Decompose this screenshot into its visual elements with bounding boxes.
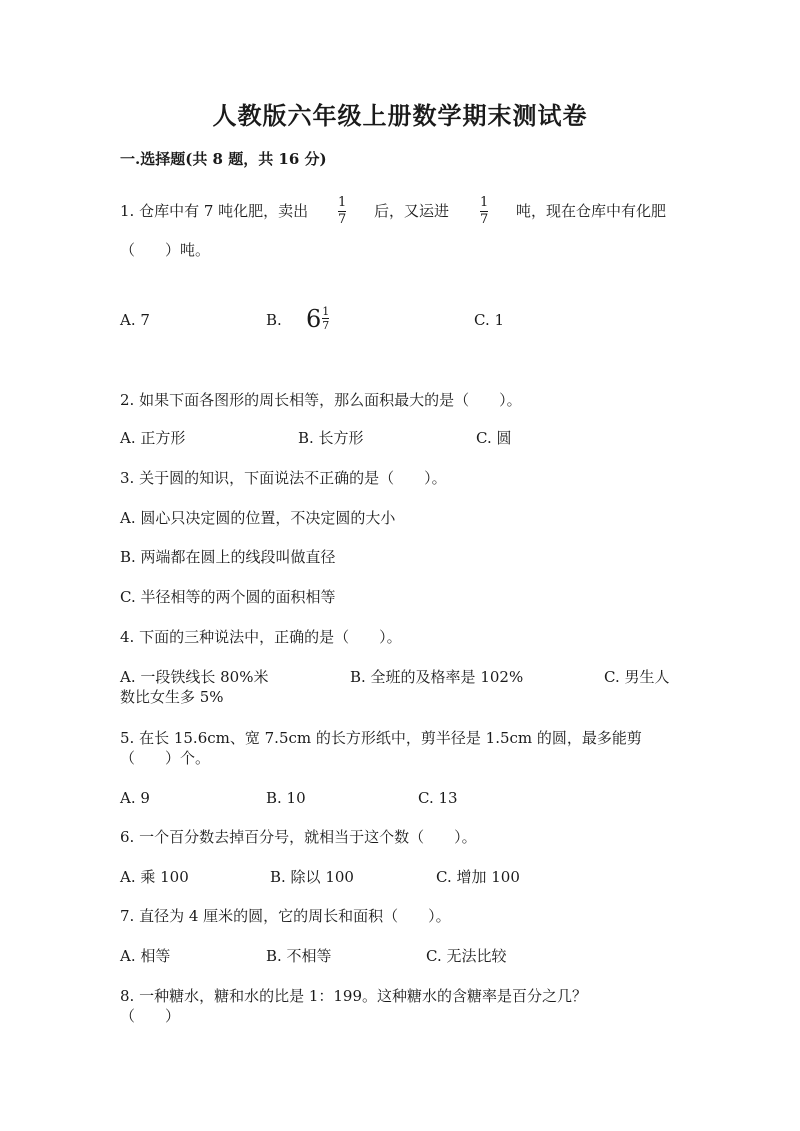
q5-option-b: B. 10 bbox=[266, 789, 306, 807]
q1-option-b-label: B. bbox=[266, 311, 282, 329]
q4-option-c-continued: 数比女生多 5% bbox=[120, 688, 224, 706]
q6-option-a: A. 乘 100 bbox=[120, 868, 189, 886]
q1-fraction-added-numerator: 1 bbox=[480, 195, 489, 210]
q7-option-a: A. 相等 bbox=[120, 947, 171, 965]
q1-text-part2: 后，又运进 bbox=[374, 202, 450, 220]
q1-fraction-sold-numerator: 1 bbox=[338, 195, 347, 210]
q8-text-line2: （ ） bbox=[120, 1007, 181, 1025]
q7-option-b: B. 不相等 bbox=[266, 947, 332, 965]
q1-text-part1: 1. 仓库中有 7 吨化肥，卖出 bbox=[120, 202, 309, 220]
q5-option-a: A. 9 bbox=[120, 789, 150, 807]
q1-option-b-whole: 6 bbox=[306, 304, 322, 333]
q7-text: 7. 直径为 4 厘米的圆，它的周长和面积（ ）。 bbox=[120, 907, 451, 925]
q1-fraction-sold-denominator: 7 bbox=[338, 212, 347, 227]
q3-text: 3. 关于圆的知识，下面说法不正确的是（ ）。 bbox=[120, 469, 447, 487]
q5-text: 5. 在长 15.6cm、宽 7.5cm 的长方形纸中，剪半径是 1.5cm 的圆，最多能剪 bbox=[120, 729, 642, 747]
q3-option-c: C. 半径相等的两个圆的面积相等 bbox=[120, 588, 336, 606]
q1-fraction-added-denominator: 7 bbox=[480, 212, 489, 227]
q1-option-a: A. 7 bbox=[120, 311, 150, 329]
q6-option-c: C. 增加 100 bbox=[436, 868, 520, 886]
q5-option-c: C. 13 bbox=[418, 789, 458, 807]
q1-option-b-numerator: 1 bbox=[322, 305, 330, 318]
q3-option-a: A. 圆心只决定圆的位置，不决定圆的大小 bbox=[120, 509, 396, 527]
q4-option-a: A. 一段铁线长 80%米 bbox=[120, 668, 269, 686]
q1-text-part3: 吨，现在仓库中有化肥 bbox=[516, 202, 667, 220]
q2-option-a: A. 正方形 bbox=[120, 429, 186, 447]
q2-option-b: B. 长方形 bbox=[298, 429, 364, 447]
q1-option-c: C. 1 bbox=[474, 311, 505, 329]
q6-option-b: B. 除以 100 bbox=[270, 868, 354, 886]
q4-option-c: C. 男生人 bbox=[604, 668, 670, 686]
q7-option-c: C. 无法比较 bbox=[426, 947, 507, 965]
section-heading: 一.选择题(共 8 题，共 16 分) bbox=[120, 150, 327, 168]
q1-fraction-sold bbox=[338, 196, 346, 227]
q1-fraction-added bbox=[480, 196, 488, 227]
q2-text: 2. 如果下面各图形的周长相等，那么面积最大的是（ ）。 bbox=[120, 391, 522, 409]
q8-text: 8. 一种糖水，糖和水的比是 1：199。这种糖水的含糖率是百分之几？ bbox=[120, 987, 588, 1005]
q4-option-b: B. 全班的及格率是 102% bbox=[350, 668, 524, 686]
q6-text: 6. 一个百分数去掉百分号，就相当于这个数（ ）。 bbox=[120, 828, 477, 846]
q1-text-line2: （ ）吨。 bbox=[120, 241, 211, 259]
page-title: 人教版六年级上册数学期末测试卷 bbox=[212, 101, 588, 130]
q1-option-b-mixed-number bbox=[306, 306, 329, 331]
q4-text: 4. 下面的三种说法中，正确的是（ ）。 bbox=[120, 628, 402, 646]
q3-option-b: B. 两端都在圆上的线段叫做直径 bbox=[120, 548, 336, 566]
q1-option-b-fraction bbox=[322, 306, 329, 331]
q5-text-line2: （ ）个。 bbox=[120, 749, 211, 767]
q2-option-c: C. 圆 bbox=[476, 429, 512, 447]
q1-option-b-denominator: 7 bbox=[322, 319, 330, 332]
